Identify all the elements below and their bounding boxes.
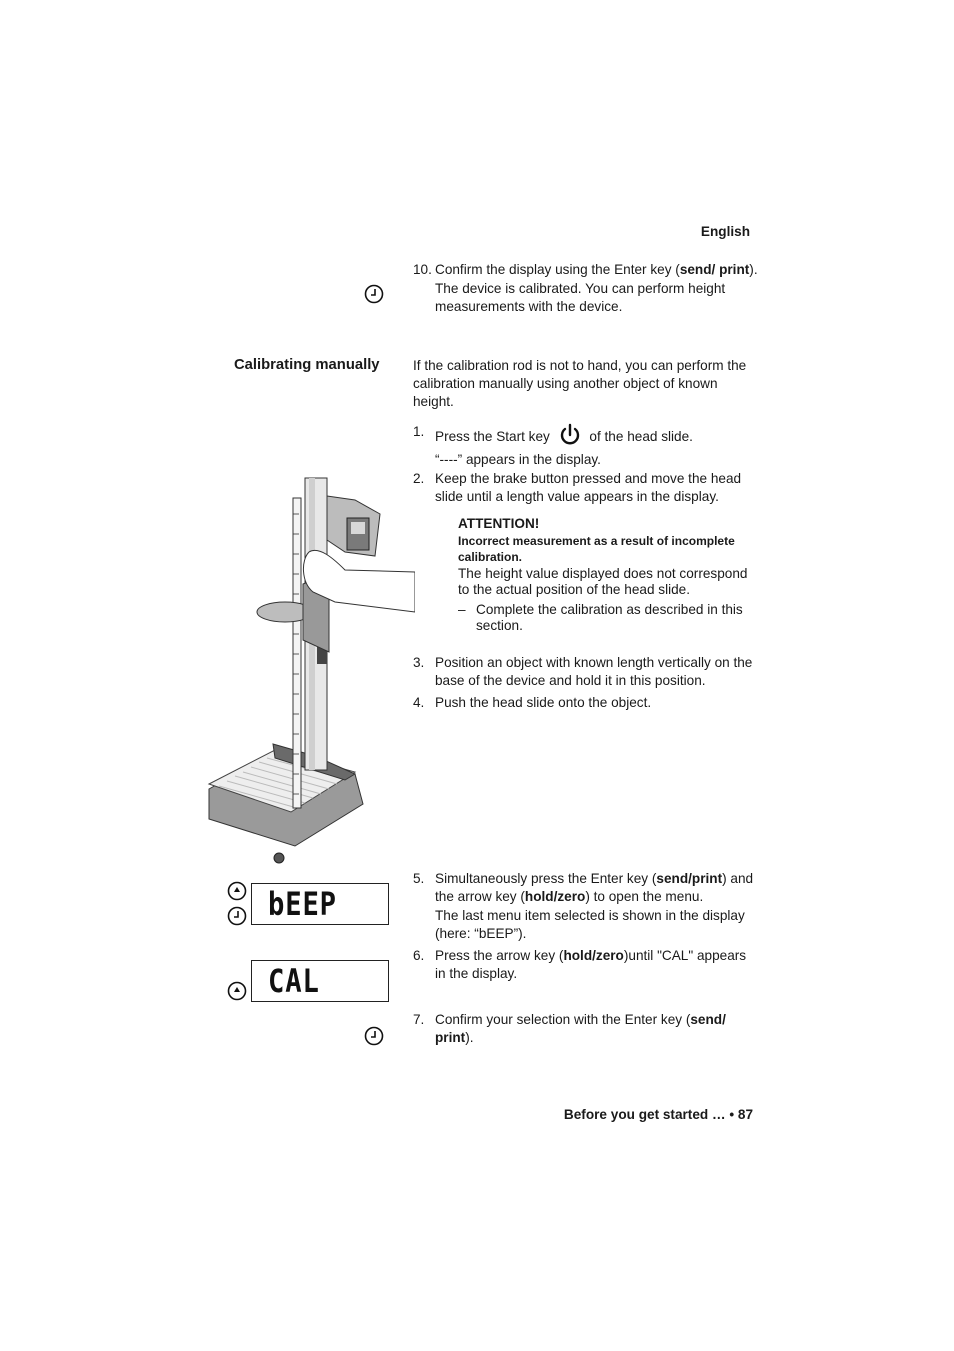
display-beep xyxy=(251,883,389,925)
display-text: bEEP xyxy=(268,885,337,923)
key-name: send/ print xyxy=(435,1012,726,1045)
key-name: hold/zero xyxy=(524,889,586,904)
arrow-key-icon xyxy=(227,881,247,906)
step-number: 7. xyxy=(413,1012,425,1027)
step-text: Press the Start key xyxy=(435,429,550,444)
step-1: 1. Press the Start key of the head slide. “----” appears in the display. xyxy=(413,423,758,469)
key-name: send/ print xyxy=(679,262,750,277)
step-5: 5. Simultaneously press the Enter key (send/print) and the arrow key (hold/zero) to open the menu. The last menu item selected is shown in the display (here: “bEEP”). xyxy=(413,870,758,943)
step-7: 7. Confirm your selection with the Enter key (send/ print). xyxy=(413,1012,726,1045)
step-text: Confirm the display using the Enter key ( xyxy=(435,262,680,277)
enter-key-icon xyxy=(364,284,384,309)
step-4 xyxy=(413,694,758,712)
bullet-dash: – xyxy=(458,602,466,617)
enter-key-icon xyxy=(364,1026,384,1051)
step-number: 1. xyxy=(413,424,425,439)
step-text: Keep the brake button pressed and move the head slide until a length value appears in the display. xyxy=(435,471,742,504)
step-note: The device is calibrated. You can perform height measurements with the device. xyxy=(435,281,726,314)
step-text: Confirm your selection with the Enter key ( xyxy=(435,1012,691,1027)
step-3 xyxy=(413,654,758,690)
step-number: 2. xyxy=(413,471,425,486)
step-2 xyxy=(413,470,758,506)
step-number: 4. xyxy=(413,695,425,710)
attention-bullet: – Complete the calibration as described in this section. xyxy=(458,602,743,633)
enter-key-icon xyxy=(227,906,247,931)
display-cal xyxy=(251,960,389,1002)
step-text: Position an object with known length vertically on the base of the device and hold it in this position. xyxy=(435,655,753,688)
key-name: hold/zero xyxy=(563,948,624,963)
step-6: 6. Press the arrow key (hold/zero)until "CAL" appears in the display. xyxy=(413,948,747,981)
step-number: 6. xyxy=(413,948,425,963)
height-rod-illustration xyxy=(205,474,415,866)
step-text: Push the head slide onto the object. xyxy=(435,695,652,710)
attention-text: The height value displayed does not correspond to the actual position of the head slide. xyxy=(458,566,748,597)
footer-page-label: Before you get started … • 87 xyxy=(563,1107,753,1122)
attention-subheading: Incorrect measurement as a result of incomplete calibration. xyxy=(458,534,735,564)
step-number: 10. xyxy=(413,262,432,277)
step-note: The last menu item selected is shown in the display (here: “bEEP”). xyxy=(435,908,745,941)
section-intro: If the calibration rod is not to hand, you can perform the calibration manually using another object of known height. xyxy=(413,358,747,409)
step-number: 3. xyxy=(413,655,425,670)
step-text: Simultaneously press the Enter key ( xyxy=(435,871,657,886)
step-note: “----” appears in the display. xyxy=(435,452,601,467)
attention-heading: ATTENTION! xyxy=(458,516,540,531)
section-title: Calibrating manually xyxy=(234,357,380,373)
attention-box xyxy=(458,515,758,634)
display-text: CAL xyxy=(268,962,320,1000)
step-text: Press the arrow key ( xyxy=(435,948,564,963)
language-label: English xyxy=(700,224,750,239)
key-name: send/print xyxy=(656,871,723,886)
step-10: 10. Confirm the display using the Enter key (send/ print). The device is calibrated. You can perform height measurements with the device. xyxy=(413,262,758,314)
power-icon xyxy=(558,423,582,445)
arrow-key-icon xyxy=(227,981,247,1006)
step-number: 5. xyxy=(413,871,425,886)
